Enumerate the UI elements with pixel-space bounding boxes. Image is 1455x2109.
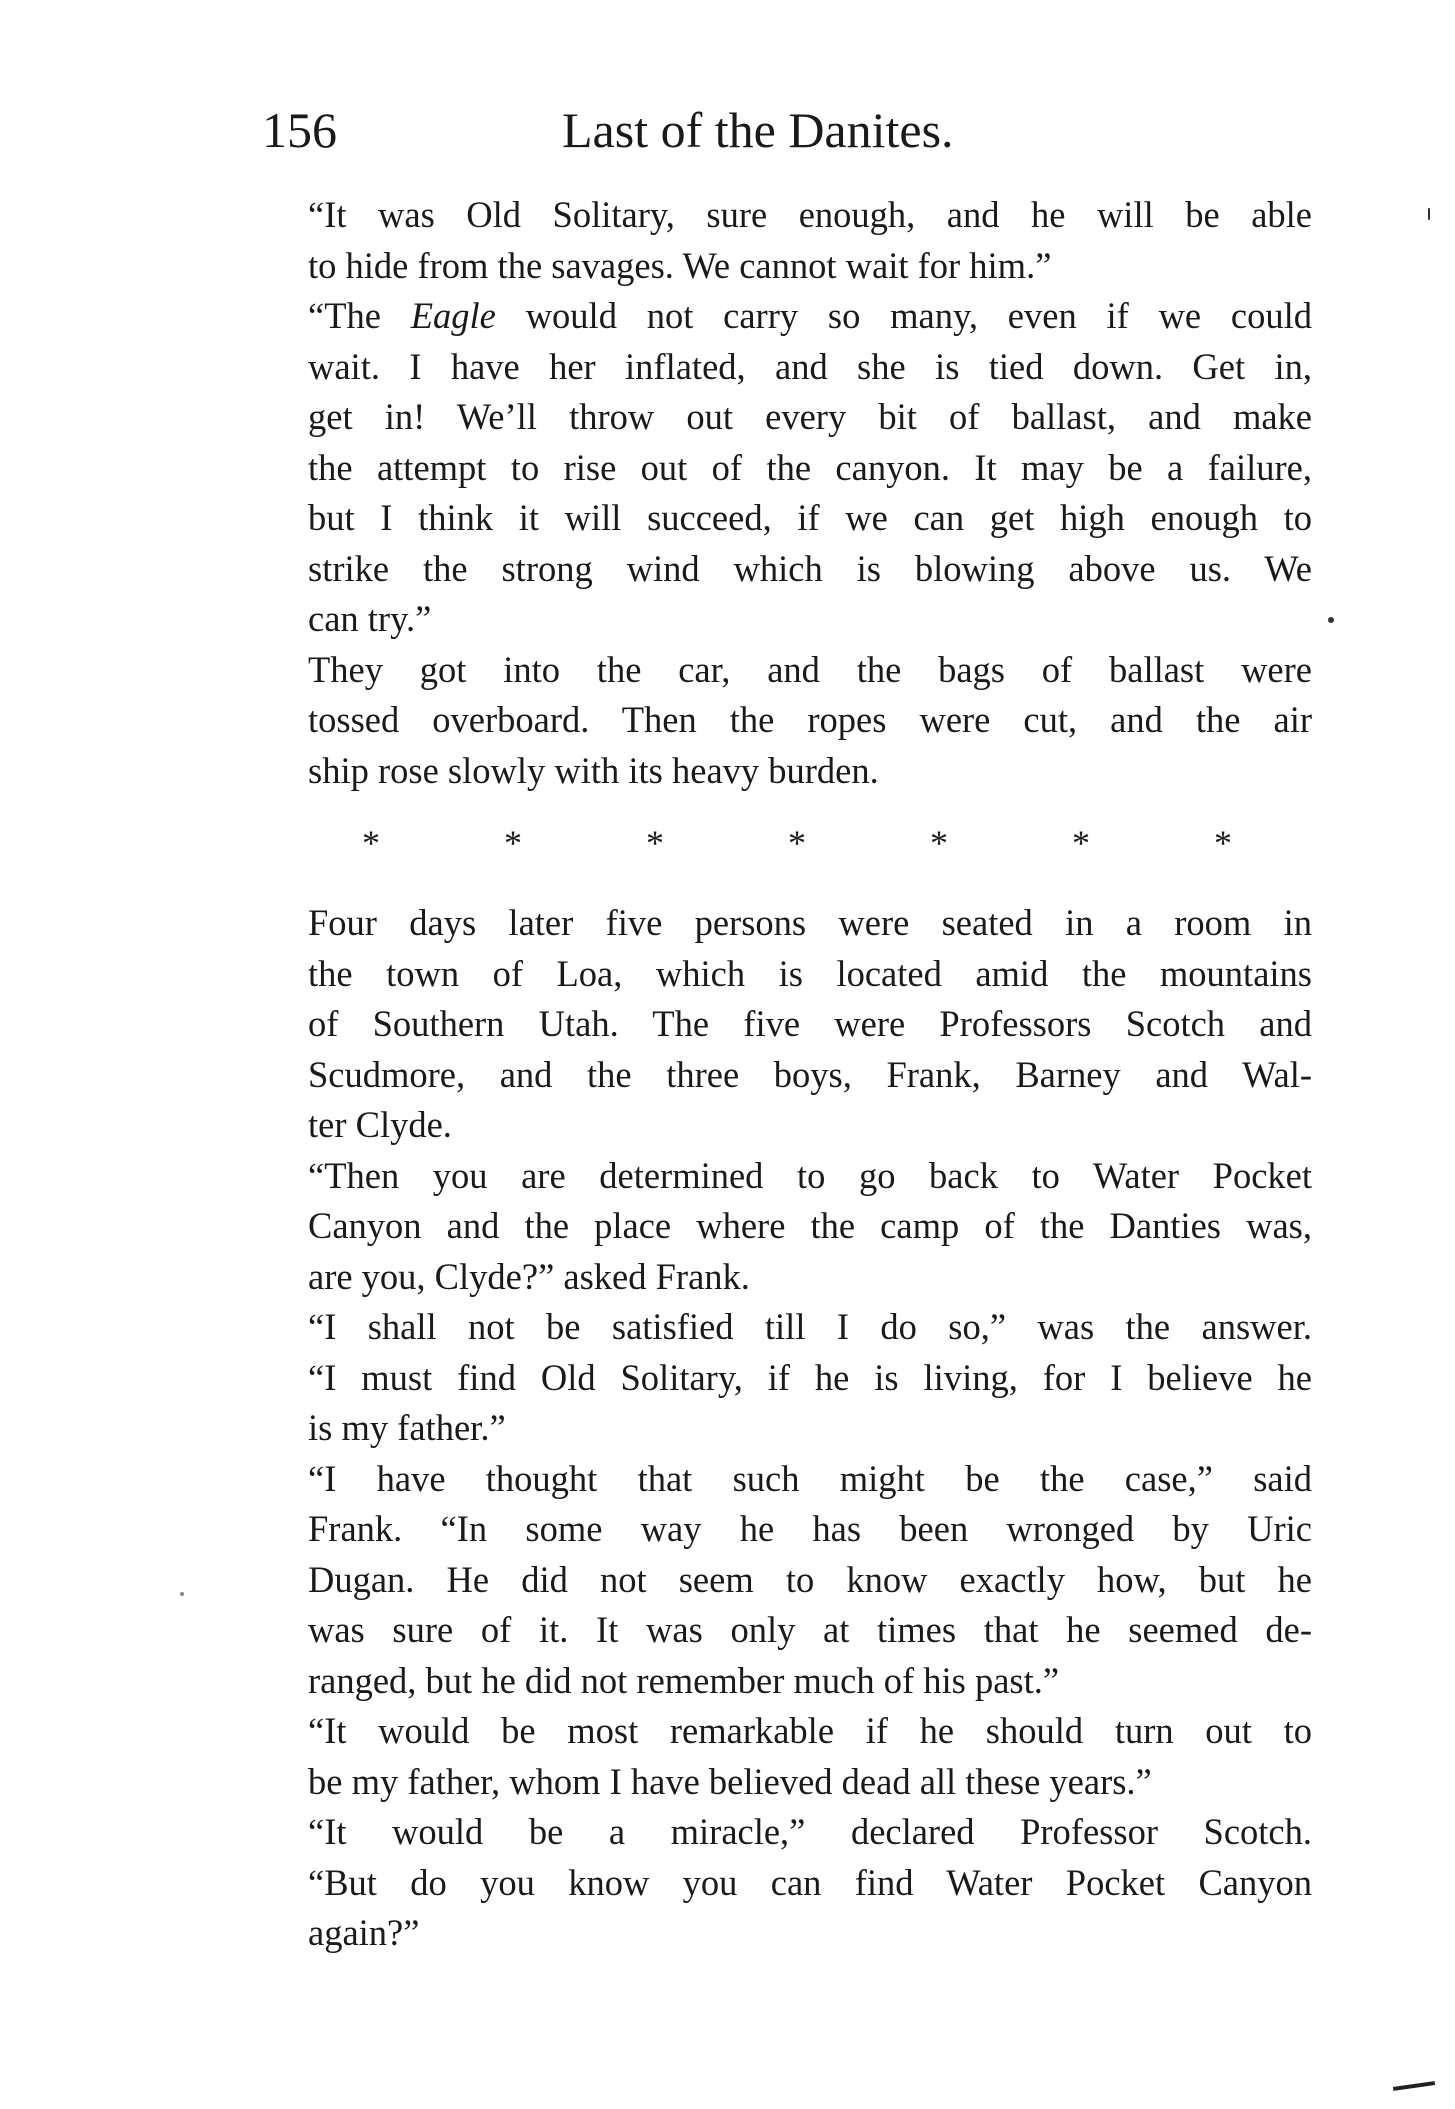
scan-speck xyxy=(180,1592,184,1596)
ship-name: Eagle xyxy=(410,295,496,336)
text-line: “I must find Old Solitary, if he is living, for I believe he xyxy=(308,1356,1312,1398)
asterisk: * xyxy=(504,823,522,863)
text-line: again?” xyxy=(308,1912,420,1953)
text-line: can try.” xyxy=(308,598,432,639)
text-line: ter Clyde. xyxy=(308,1104,452,1145)
text-line: get in! We’ll throw out every bit of ballast, and make xyxy=(308,396,1312,437)
scan-edge-mark xyxy=(1393,2081,1435,2091)
paragraph xyxy=(262,1151,1312,1303)
text-line: “It was Old Solitary, sure enough, and he will be able xyxy=(308,194,1312,235)
page-header xyxy=(262,100,1312,160)
text-line: the attempt to rise out of the canyon. It may be a failure, xyxy=(308,446,1312,488)
text-line: tossed overboard. Then the ropes were cut, and the air xyxy=(308,699,1312,740)
text-line: wait. I have her inflated, and she is tied down. Get in, xyxy=(308,345,1312,387)
text-line: “It would be a miracle,” declared Professor Scotch. xyxy=(308,1811,1312,1852)
text-line: was sure of it. It was only at times that he seemed de- xyxy=(308,1609,1312,1650)
text-line: of Southern Utah. The five were Professors Scotch and xyxy=(308,1003,1312,1044)
text-fragment: would not carry so many, even if we could xyxy=(525,295,1313,336)
text-line: “Then you are determined to go back to Water Pocket xyxy=(308,1154,1312,1196)
text-line: “But do you know you can find Water Pocket Canyon xyxy=(308,1861,1312,1903)
asterisk: * xyxy=(646,823,664,863)
text-line xyxy=(262,291,1312,342)
paragraph xyxy=(262,190,1312,291)
text-line: Dugan. He did not seem to know exactly how, but he xyxy=(308,1558,1312,1600)
page-number: 156 xyxy=(262,102,337,158)
text-line: the town of Loa, which is located amid the mountains xyxy=(308,952,1312,994)
text-line: ranged, but he did not remember much of his past.” xyxy=(308,1659,1060,1701)
text-line: to hide from the savages. We cannot wait for him.” xyxy=(308,244,1052,286)
text-line: Frank. “In some way he has been wronged by Uric xyxy=(308,1508,1312,1549)
text-line: is my father.” xyxy=(308,1407,506,1448)
text-line: “I shall not be satisfied till I do so,” was the answer. xyxy=(308,1306,1312,1347)
text-line: “It would be most remarkable if he should turn out to xyxy=(308,1710,1312,1751)
asterisk: * xyxy=(1214,823,1232,863)
text-line: but I think it will succeed, if we can get high enough to xyxy=(308,497,1312,538)
paragraph xyxy=(262,645,1312,797)
running-title: Last of the Danites. xyxy=(562,102,954,158)
body-text xyxy=(262,190,1312,1959)
paragraph xyxy=(262,291,1312,645)
text-line: be my father, whom I have believed dead all these years.” xyxy=(308,1760,1152,1802)
text-line: ship rose slowly with its heavy burden. xyxy=(308,749,879,791)
text-line: are you, Clyde?” asked Frank. xyxy=(308,1255,750,1297)
text-line: Four days later five persons were seated in a room in xyxy=(308,902,1312,943)
scan-speck xyxy=(1328,617,1334,623)
text-line: “I have thought that such might be the case,” said xyxy=(308,1457,1312,1499)
scan-speck xyxy=(1428,208,1430,220)
text-line: Canyon and the place where the camp of the Danties was, xyxy=(308,1205,1312,1246)
paragraph xyxy=(262,1302,1312,1454)
paragraph xyxy=(262,1706,1312,1807)
paragraph xyxy=(262,898,1312,1151)
asterisk: * xyxy=(930,823,948,863)
text-line: Scudmore, and the three boys, Frank, Barney and Wal- xyxy=(308,1053,1312,1095)
text-fragment: “The xyxy=(308,295,411,336)
section-break xyxy=(262,818,1312,868)
asterisk: * xyxy=(362,823,380,863)
paragraph xyxy=(262,1807,1312,1959)
text-line: strike the strong wind which is blowing above us. We xyxy=(308,547,1312,589)
paragraph xyxy=(262,1454,1312,1707)
text-line: They got into the car, and the bags of ballast were xyxy=(308,648,1312,690)
asterisk: * xyxy=(1072,823,1090,863)
asterisk: * xyxy=(788,823,806,863)
